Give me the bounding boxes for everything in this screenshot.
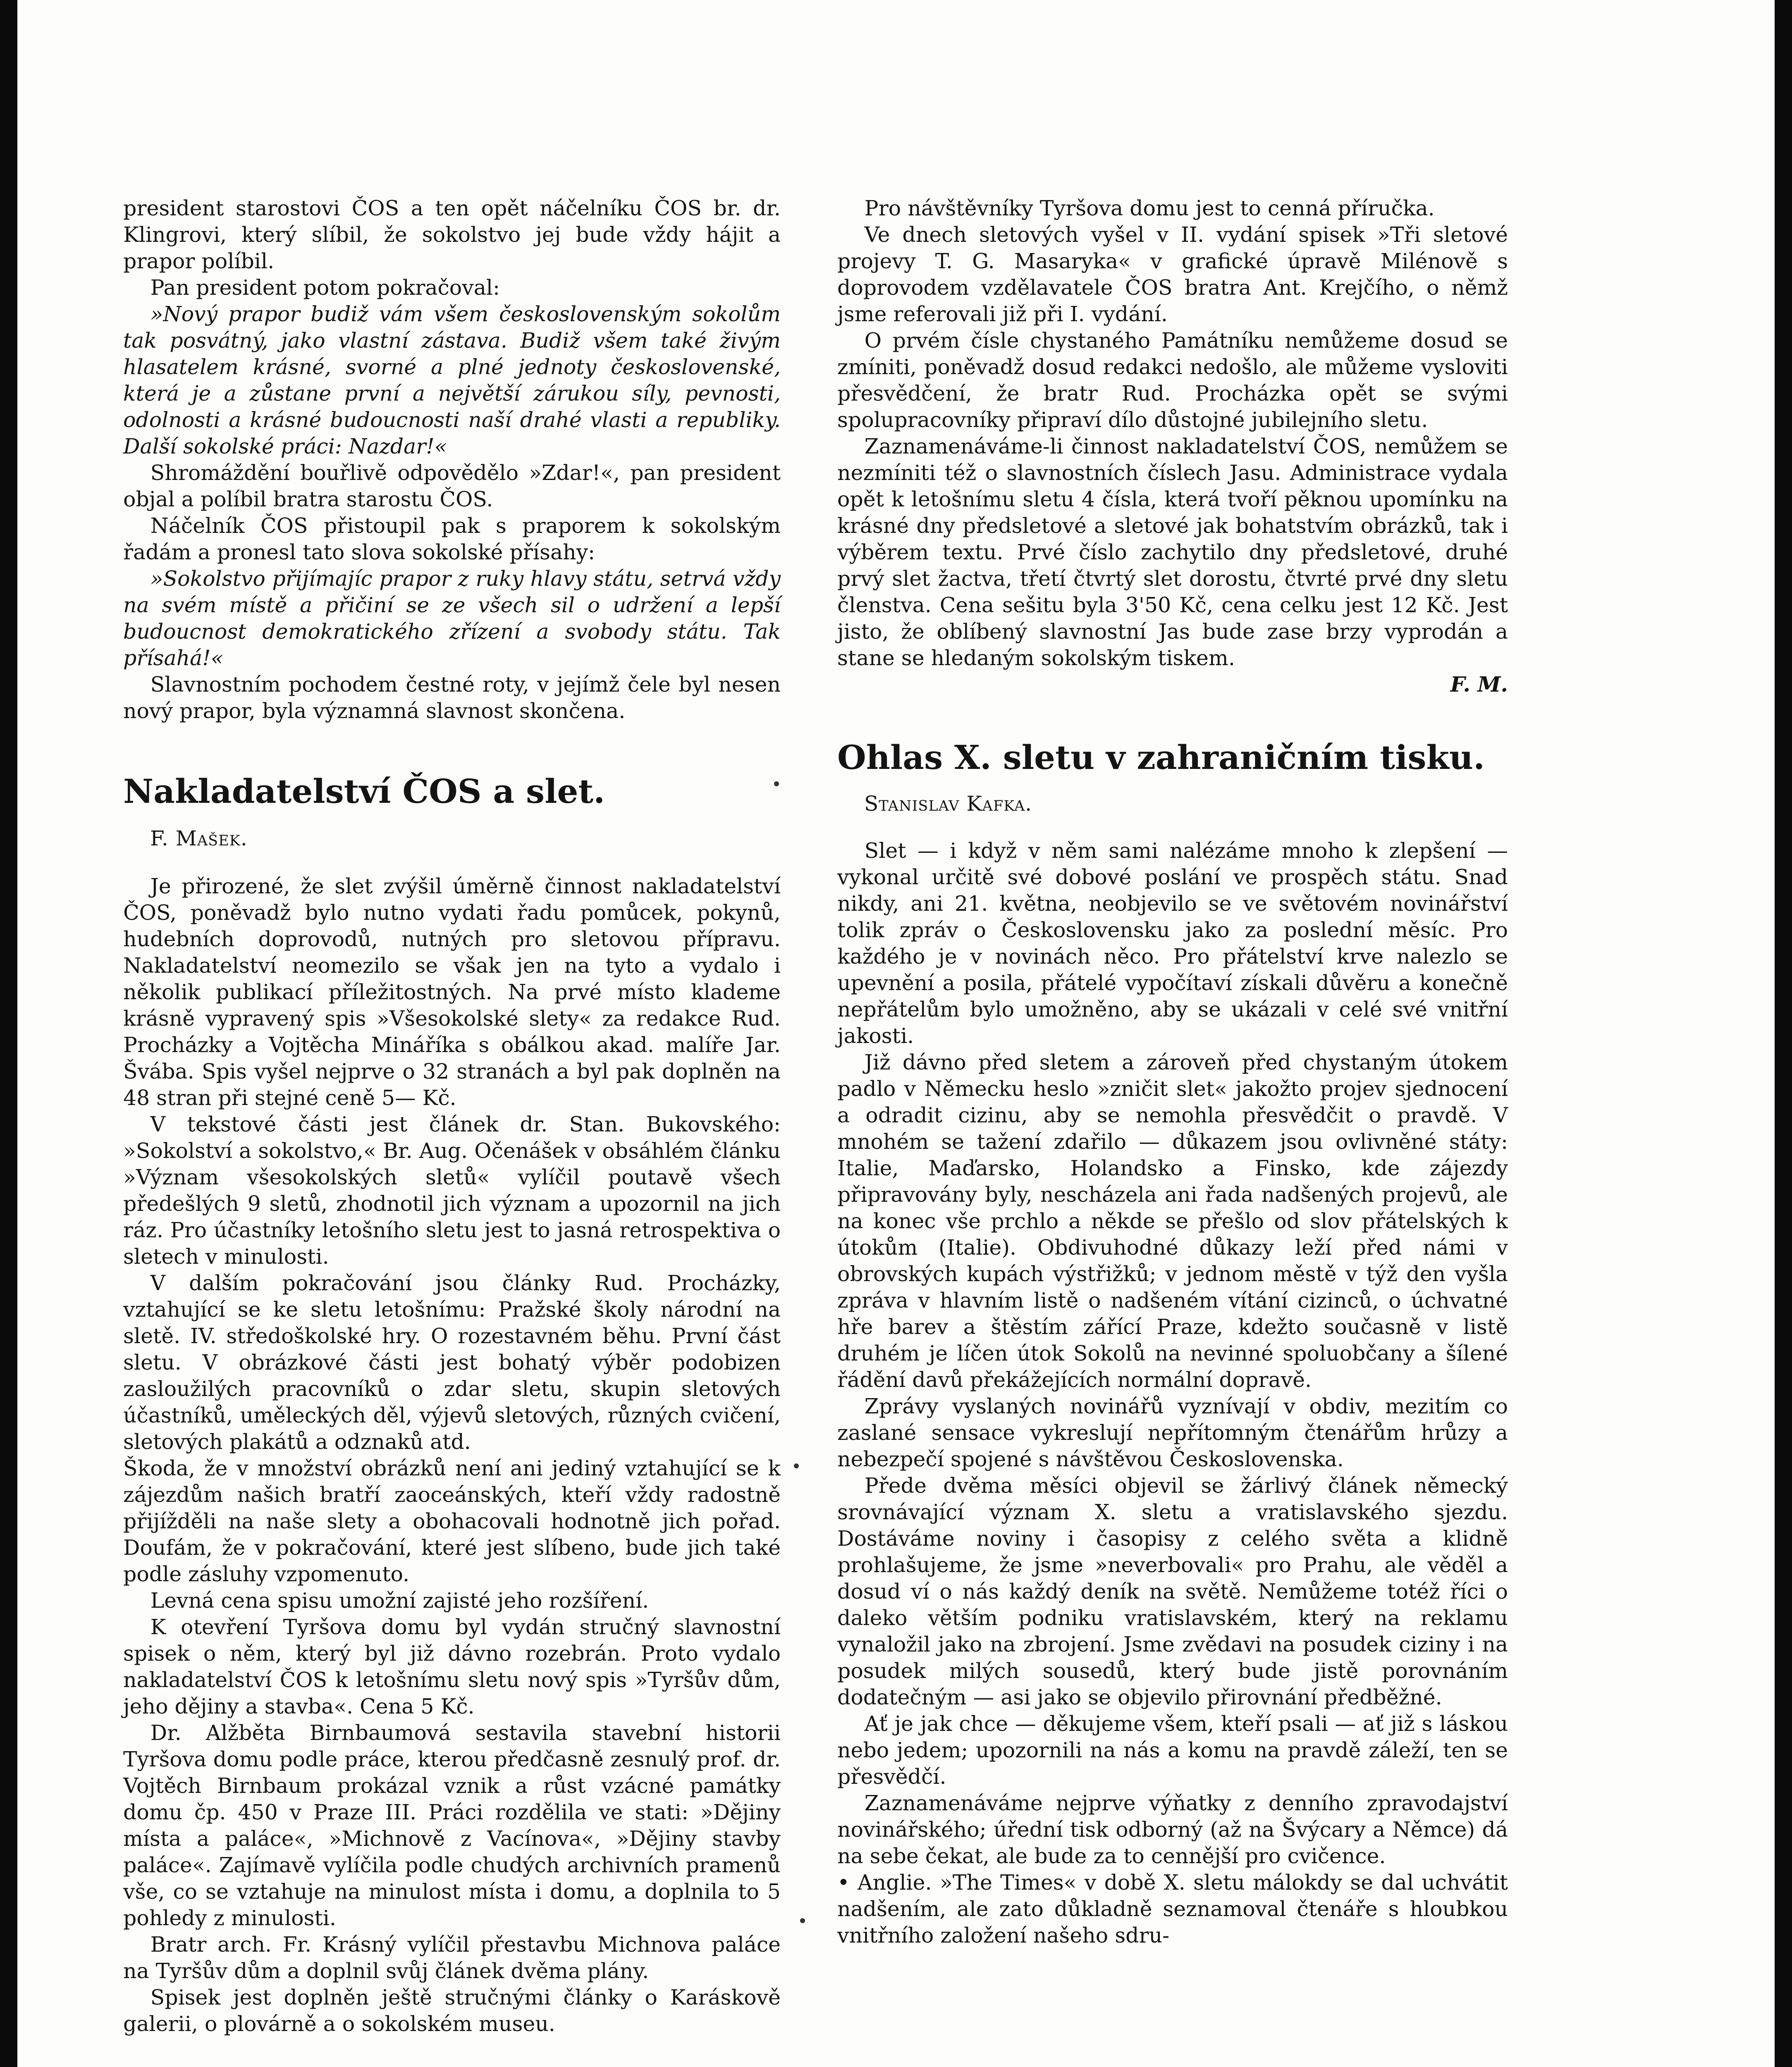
paragraph: Již dávno před sletem a zároveň před chystaným útokem padlo v Německu heslo »zničit slet« jakožto projev sjednocení a odradit cizinu, aby se nemohla přesvědčit o pravdě. V mnohém se tažení zdařilo — důkazem jsou ovlivněné státy: Italie, Maďarsko, Holandsko a Finsko, kde zájezdy připravovány byly, nescházela ani řada nadšených projevů, ale na konec vše prchlo a někde se přešlo od slov přátelských k útokům (Italie). Obdivuhodné důkazy leží před námi v obrovských kupách výstřižků; v jednom městě v týž den vyšla zpráva v hlavním listě o nadšeném vítání cizinců, o úchvatné hře barev a štěstím zářící Praze, kdežto současně v listě druhém je líčen útok Sokolů na nevinné spoluobčany a šílené řádění davů překážejících normální dopravě. (837, 1050, 1508, 1392)
signature: F. M. (1450, 672, 1508, 697)
paragraph: Spisek jest doplněn ještě stručnými články o Karáskově galerii, o plovárně a o sokolském museu. (123, 1985, 781, 2036)
paragraph: O prvém čísle chystaného Památníku nemůžeme dosud se zmíniti, poněvadž dosud redakci nedošlo, ale můžeme vysloviti přesvědčení, že bratr Rud. Procházka opět se svými spolupracovníky připraví dílo důstojné jubilejního sletu. (837, 328, 1508, 432)
paragraph: Zaznamenáváme nejprve výňatky z denního zpravodajství novinářského; úřední tisk odborný (až na Švýcary a Němce) dá na sebe čekat, ale bude za to cennější pro cvičence. (837, 1791, 1508, 1868)
paragraph: Pro návštěvníky Tyršova domu jest to cenná příručka. (864, 196, 1435, 220)
scan-edge-right (1775, 0, 1792, 2067)
left-column (123, 195, 781, 2037)
article-title: Ohlas X. sletu v zahraničním tisku. (837, 738, 1485, 777)
print-speck (794, 1463, 799, 1468)
paragraph: Náčelník ČOS přistoupil pak s praporem k sokolským řadám a pronesl tato slova sokolské přísahy: (123, 513, 781, 564)
quote-paragraph: »Sokolstvo přijímajíc prapor z ruky hlavy státu, setrvá vždy na svém místě a přičiní se ze všech sil o udržení a lepší budoucnost demokratického zřízení a svobody státu. Tak přísahá!« (123, 566, 781, 670)
paragraph: Dr. Alžběta Birnbaumová sestavila stavební historii Tyršova domu podle práce, kterou předčasně zesnulý prof. dr. Vojtěch Birnbaum prokázal vznik a růst vzácné památky domu čp. 450 v Praze III. Práci rozdělila ve stati: »Dějiny místa a paláce«, »Michnově z Vacínova«, »Dějiny stavby paláce«. Zajímavě vylíčila podle chudých archivních pramenů vše, co se vztahuje na minulost místa i domu, a doplnila to 5 pohledy z minulosti. (123, 1721, 781, 1930)
paragraph: Ve dnech sletových vyšel v II. vydání spisek »Tři sletové projevy T. G. Masaryka« v grafické úpravě Milénově s doprovodem vzdělavatele ČOS bratra Ant. Krejčího, o němž jsme referovali již při I. vydání. (837, 222, 1508, 326)
paragraph: Shromáždění bouřlivě odpovědělo »Zdar!«, pan president objal a políbil bratra starostu ČOS. (123, 461, 781, 511)
paragraph: Slavnostním pochodem čestné roty, v jejímž čele byl nesen nový prapor, byla významná slavnost skončena. (123, 672, 781, 723)
paragraph: Škoda, že v množství obrázků není ani jediný vztahující se k zájezdům našich bratří zaoceánských, kteří vždy radostně přijížděli na naše slety a obohacovali hodnotně jich pořad. Doufám, že v pokračování, které jest slíbeno, bude jich také podle zásluhy vzpomenuto. (123, 1456, 781, 1586)
paragraph: V tekstové části jest článek dr. Stan. Bukovského: »Sokolství a sokolstvo,« Br. Aug. Očenášek v obsáhlém článku »Význam všesokolských sletů« vylíčil poutavě všech předešlých 9 sletů, zhodnotil jich význam a upozornil na jich ráz. Pro účastníky letošního sletu jest to jasná retrospektiva o sletech v minulosti. (123, 1112, 781, 1269)
print-speck (774, 781, 779, 786)
paragraph: Přede dvěma měsíci objevil se žárlivý článek německý srovnávající význam X. sletu a vratislavského sjezdu. Dostáváme noviny i časopisy z celého světa a klidně prohlašujeme, že jsme »neverbovali« pro Prahu, ale věděl a dosud ví o nás každý deník na světě. Nemůžeme totéž říci o daleko větším podniku vratislavském, který na reklamu vynaložil jako na zbrojení. Jsme zvědavi na posudek ciziny i na posudek milých sousedů, který bude jistě porovnáním dodatečným — asi jako se objevilo přirovnání předběžné. (837, 1473, 1508, 1709)
article-author: F. Mašek. (150, 826, 248, 850)
paragraph: Pan president potom pokračoval: (150, 275, 500, 300)
article-author: Stanislav Kafka. (864, 792, 1032, 816)
paragraph: Zaznamenáváme-li činnost nakladatelství ČOS, nemůžem se nezmíniti též o slavnostních číslech Jasu. Administrace vydala opět k letošnímu sletu 4 čísla, která tvoří pěknou upomínku na krásné dny předsletové a sletové jak bohatstvím obrázků, tak i výběrem textu. Prvé číslo zachytilo dny předsletové, druhé prvý slet žactva, třetí čtvrtý slet dorostu, čtvrté prvé dny sletu členstva. Cena sešitu byla 3'50 Kč, cena celku jest 12 Kč. Jest jisto, že oblíbený slavnostní Jas bude zase brzy vyprodán a stane se hledaným sokolským tiskem. (837, 434, 1508, 670)
print-speck (800, 1918, 805, 1923)
paragraph: Levná cena spisu umožní zajisté jeho rozšíření. (150, 1588, 649, 1613)
right-column (837, 195, 1508, 1949)
paragraph: Je přirozené, že slet zvýšil úměrně činnost nakladatelství ČOS, poněvadž bylo nutno vydati řadu pomůcek, pokynů, hudebních doprovodů, nutných pro sletovou přípravu. Nakladatelství neomezilo se však jen na tyto a vydalo i několik publikací příležitostných. Na prvé místo klademe krásně vypravený spis »Všesokolské slety« za redakce Rud. Procházky a Vojtěcha Mináříka s obálkou akad. malíře Jar. Švába. Spis vyšel nejprve o 32 stranách a byl pak doplněn na 48 stran při stejné ceně 5— Kč. (123, 874, 781, 1110)
paragraph: Zprávy vyslaných novinářů vyznívají v obdiv, mezitím co zaslané sensace vykreslují nepřítomným čtenářům hrůzy a nebezpečí spojené s návštěvou Československa. (837, 1394, 1508, 1471)
paragraph: • Anglie. »The Times« v době X. sletu málokdy se dal uchvátit nadšením, ale zato důkladně seznamoval čtenáře s hloubkou vnitřního založení našeho sdru- (837, 1870, 1508, 1948)
paragraph: Bratr arch. Fr. Krásný vylíčil přestavbu Michnova paláce na Tyršův dům a doplnil svůj článek dvěma plány. (123, 1932, 781, 1983)
paragraph: K otevření Tyršova domu byl vydán stručný slavnostní spisek o něm, který byl již dávno rozebrán. Proto vydalo nakladatelství ČOS k letošnímu sletu nový spis »Tyršův dům, jeho dějiny a stavba«. Cena 5 Kč. (123, 1615, 781, 1719)
paragraph: Slet — i když v něm sami nalézáme mnoho k zlepšení — vykonal určitě své dobové poslání ve prospěch státu. Snad nikdy, ani 21. května, neobjevilo se ve světovém novinářství tolik zpráv o Československu jako za poslední měsíc. Pro každého je v novinách něco. Pro přátelství krve nalezlo se upevnění a posila, přátelé vypočítaví získali důvěru a konečně nepřátelům bylo umožněno, aby se ukázali v celé své vnitřní jakosti. (837, 838, 1508, 1048)
paragraph: V dalším pokračování jsou články Rud. Procházky, vztahující se ke sletu letošnímu: Pražské školy národní na sletě. IV. středoškolské hry. O rozestavném běhu. První část sletu. V obrázkové části jest bohatý výběr podobizen zasloužilých pracovníků o zdar sletu, skupin sletových účastníků, uměleckých děl, výjevů sletových, různých cvičení, sletových plakátů a odznaků atd. (123, 1271, 781, 1454)
quote-paragraph: »Nový prapor budiž vám všem československým sokolům tak posvátný, jako vlastní zástava. Budiž všem také živým hlasatelem krásné, svorné a plné jednoty československé, která je a zůstane první a největší zárukou síly, pevnosti, odolnosti a krásné budoucnosti naší drahé vlasti a republiky. Další sokolské práci: Nazdar!« (123, 302, 781, 458)
signature-line (837, 671, 1508, 698)
article-title: Nakladatelství ČOS a slet. (123, 772, 605, 811)
paragraph: president starostovi ČOS a ten opět náčelníku ČOS br. dr. Klingrovi, který slíbil, že sokolstvo jej bude vždy hájit a prapor políbil. (123, 196, 781, 273)
paragraph: Ať je jak chce — děkujeme všem, kteří psali — ať již s láskou nebo jedem; upozornili na nás a komu na pravdě záleží, ten se přesvědčí. (837, 1711, 1508, 1789)
scan-edge-left (0, 0, 17, 2067)
